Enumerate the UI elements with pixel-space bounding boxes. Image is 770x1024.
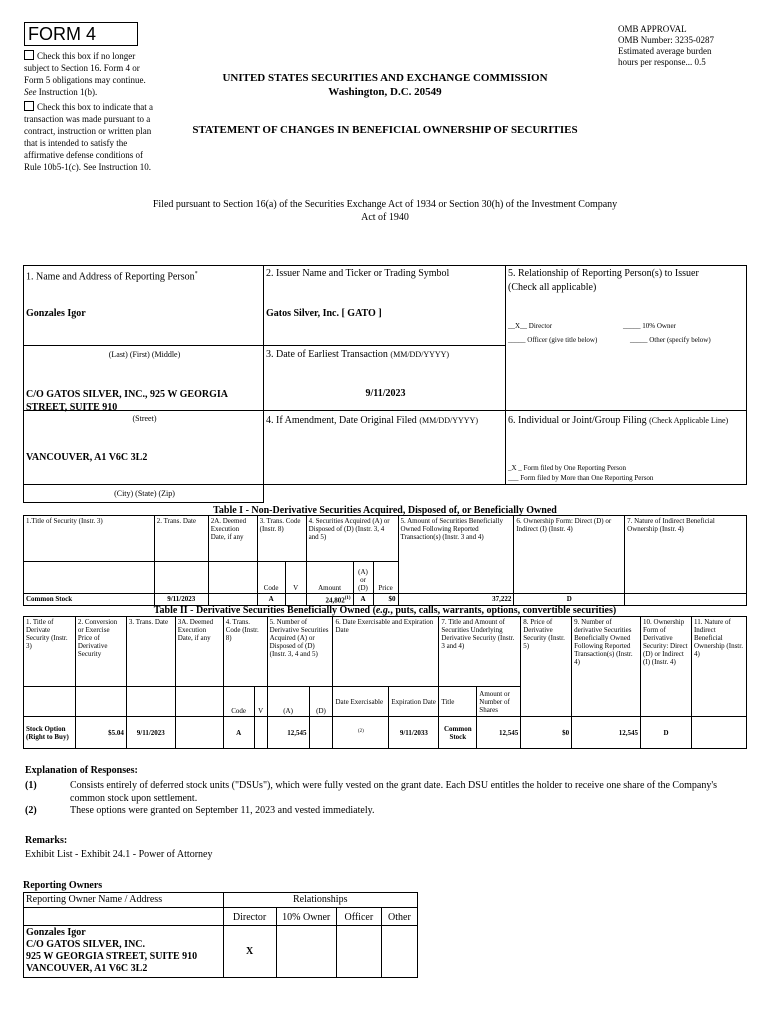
owners-sub-director: Director [223,908,276,926]
agency-name: UNITED STATES SECURITIES AND EXCHANGE COMMISSION [222,72,548,84]
filed-pursuant: Filed pursuant to Section 16(a) of the Securities Exchange Act of 1934 or Section 30(h) of the Investment Company Act of 1940 [152,199,618,223]
t1-sub-amount: Amount [306,562,353,594]
t2-sub-title: Title [439,687,477,717]
box6-label: 6. Individual or Joint/Group Filing [508,415,647,426]
issuer-name: Gatos Silver, Inc. [ GATO ] [266,308,382,319]
owner-director: X [223,926,276,978]
form-title: FORM 4 [28,24,97,44]
t1-deemed [208,594,257,606]
omb-l1: OMB APPROVAL [618,24,687,34]
table-row [24,717,747,749]
t2-expiration: 9/11/2033 [389,717,439,749]
t1-h-title: 1.Title of Security (Instr. 3) [24,516,155,562]
filing-multiple-persons[interactable]: ___ Form filed by More than One Reporting Person [508,474,654,482]
t2-h-form: 10. Ownership Form of Derivative Security: Direct (D) or Indirect (I) (Instr. 4) [641,617,692,717]
t1-owned: 37,222 [398,594,514,606]
box6-filing [505,410,747,485]
t2-sub-expiration: Expiration Date [389,687,439,717]
t2-d [309,717,333,749]
agency-city: Washington, D.C. 20549 [328,86,442,98]
t1-nature [625,594,747,606]
remarks-title: Remarks: [25,835,68,846]
table2 [23,616,747,749]
t2-h-deemed: 3A. Deemed Execution Date, if any [175,617,223,687]
t2-date: 9/11/2023 [126,717,175,749]
owners-table [23,892,418,978]
t1-h-ownership-form: 6. Ownership Form: Direct (D) or Indirect (I) (Instr. 4) [514,516,625,594]
box4-amendment [263,410,506,485]
box2-issuer [263,265,506,346]
t1-h-nature: 7. Nature of Indirect Beneficial Ownership (Instr. 4) [625,516,747,594]
owners-col-name: Reporting Owner Name / Address [24,893,224,908]
t2-h-number: 5. Number of Derivative Securities Acquired (A) or Disposed of (D) (Instr. 3, 4 and 5) [267,617,333,687]
no-longer-subject-checkbox-text: Check this box if no longer subject to Section 16. Form 4 or Form 5 obligations may continue. See Instruction 1(b). [24,51,146,97]
no-longer-subject-checkbox[interactable] [24,50,34,60]
box6-sub: (Check Applicable Line) [649,416,729,425]
owner-address: Gonzales Igor C/O GATOS SILVER, INC. 925 W GEORGIA STREET, SUITE 910 VANCOUVER, A1 V6C 3L2 [24,926,224,978]
omb-approval [618,24,758,68]
box3-earliest-date [263,345,506,411]
table2-title: Table II - Derivative Securities Beneficially Owned (e.g., puts, calls, warrants, options, convertible securities) [153,605,617,616]
t2-sub-amount: Amount or Number of Shares [477,687,521,717]
t2-sub-v: V [254,687,267,717]
box4-label: 4. If Amendment, Date Original Filed [266,415,417,426]
street-hint: (Street) [132,414,157,423]
rel-10pct-owner[interactable]: _____ 10% Owner [623,322,676,330]
omb-l3: Estimated average burden [618,46,712,56]
t2-a: 12,545 [267,717,309,749]
t2-underlying-shares: 12,545 [477,717,521,749]
t1-h-date: 2. Trans. Date [154,516,208,562]
t1-sub-price: Price [373,562,398,594]
box1-city-row [23,484,264,503]
t2-code: A [223,717,254,749]
owners-sub-10pct: 10% Owner [276,908,336,926]
t2-exercisable: (2) [333,717,389,749]
table1 [23,515,747,606]
t2-h-nature: 11. Nature of Indirect Beneficial Ownership (Instr. 4) [691,617,746,717]
box5-sub: (Check all applicable) [508,282,597,293]
statement-title: STATEMENT OF CHANGES IN BENEFICIAL OWNERSHIP OF SECURITIES [192,124,578,136]
box1-name-hint-row [23,345,264,411]
rel-officer[interactable]: _____ Officer (give title below) [508,336,598,344]
earliest-transaction-date: 9/11/2023 [365,388,406,399]
t2-deriv-price: $0 [521,717,572,749]
owners-sub-officer: Officer [336,908,381,926]
t2-h-exercisable: 6. Date Exercisable and Expiration Date [333,617,439,687]
owner-officer [336,926,381,978]
t2-deemed [175,717,223,749]
t1-h-acquired: 4. Securities Acquired (A) or Disposed of (D) (Instr. 3, 4 and 5) [306,516,398,562]
t1-sub-v: V [285,562,306,594]
footnote-2: (2) These options were granted on September 11, 2023 and vested immediately. [25,805,375,816]
rel-other[interactable]: _____ Other (specify below) [630,336,711,344]
t1-security: Common Stock [24,594,155,606]
table-row [24,594,747,606]
owners-title: Reporting Owners [23,880,103,891]
table-row [24,926,418,978]
t2-h-underlying: 7. Title and Amount of Securities Underlying Derivative Security (Instr. 3 and 4) [439,617,521,687]
box5-label: 5. Relationship of Reporting Person(s) to Issuer [508,268,699,279]
owner-10pct [276,926,336,978]
t1-v [285,594,306,606]
box4-format: (MM/DD/YYYY) [419,416,478,425]
t2-h-owned: 9. Number of derivative Securities Beneficially Owned Following Reported Transaction(s) (Instr. 4) [572,617,641,717]
t2-sub-d: (D) [309,687,333,717]
remarks-text: Exhibit List - Exhibit 24.1 - Power of Attorney [25,849,213,860]
t2-h-title: 1. Title of Derivate Security (Instr. 3) [24,617,76,687]
omb-l4: hours per response... 0.5 [618,57,706,67]
owners-col-relationships: Relationships [223,893,418,908]
explanation-title: Explanation of Responses: [25,765,138,776]
rule-10b5-1-checkbox-text: Check this box to indicate that a transaction was made pursuant to a contract, instruction or written plan that is intended to satisfy the affirmative defense conditions of Rule 10b5-1(c). See Instruction 10. [24,102,153,172]
t2-h-code: 4. Trans. Code (Instr. 8) [223,617,267,687]
t2-sub-code: Code [223,687,254,717]
box1-street-row [23,410,264,485]
box1-name-address: 1. Name and Address of Reporting Person* Gonzales Igor [23,265,264,346]
box1-label: 1. Name and Address of Reporting Person [26,271,195,283]
box3-format: (MM/DD/YYYY) [390,350,450,359]
form-title-box [24,22,138,46]
t2-h-price: 8. Price of Derivative Security (Instr. 5) [521,617,572,717]
t1-sub-code: Code [257,562,285,594]
t1-h-amount-owned: 5. Amount of Securities Beneficially Owned Following Reported Transaction(s) (Instr. 3 and 4) [398,516,514,594]
city-hint: (City) (State) (Zip) [114,489,175,498]
t1-amount: 24,802$^{(1)}$ [306,594,353,606]
t2-owned: 12,545 [572,717,641,749]
t1-price: $0 [373,594,398,606]
t2-h-conversion: 2. Conversion or Exercise Price of Derivative Security [75,617,126,687]
t2-security: Stock Option (Right to Buy) [24,717,76,749]
t1-aord: A [353,594,373,606]
t1-h-code: 3. Trans. Code (Instr. 8) [257,516,306,562]
box2-label: 2. Issuer Name and Ticker or Trading Symbol [266,268,450,279]
t1-form: D [514,594,625,606]
t2-price: $5.04 [75,717,126,749]
t2-nature [691,717,746,749]
filing-one-person[interactable]: _X _ Form filed by One Reporting Person [508,464,627,472]
reporting-street: C/O GATOS SILVER, INC., 925 W GEORGIA STREET, SUITE 910 [26,389,228,413]
t2-sub-exercisable: Date Exercisable [333,687,389,717]
box5-relationship [505,265,747,411]
t2-v [254,717,267,749]
table1-title: Table I - Non-Derivative Securities Acquired, Disposed of, or Beneficially Owned [213,505,557,516]
owner-other [381,926,417,978]
rule-10b5-1-checkbox[interactable] [24,101,34,111]
box3-label: 3. Date of Earliest Transaction [266,349,388,360]
owners-sub-other: Other [381,908,417,926]
t2-form: D [641,717,692,749]
name-hint: (Last) (First) (Middle) [108,350,181,359]
t1-code: A [257,594,285,606]
t2-sub-a: (A) [267,687,309,717]
t1-h-deemed: 2A. Deemed Execution Date, if any [208,516,257,562]
omb-l2: OMB Number: 3235-0287 [618,35,714,45]
reporting-person-name: Gonzales Igor [26,308,86,319]
t2-h-date: 3. Trans. Date [126,617,175,687]
reporting-city: VANCOUVER, A1 V6C 3L2 [26,452,148,463]
rel-director[interactable]: __X__ Director [508,322,553,330]
footnote-1: (1) Consists entirely of deferred stock units ("DSUs"), which were fully vested on the grant date. Each DSU entitles the holder to receive one share of the Company's common stock upon settlement. [25,780,718,804]
t1-date: 9/11/2023 [154,594,208,606]
t1-sub-aord: (A) or (D) [353,562,373,594]
t2-underlying-title: Common Stock [439,717,477,749]
